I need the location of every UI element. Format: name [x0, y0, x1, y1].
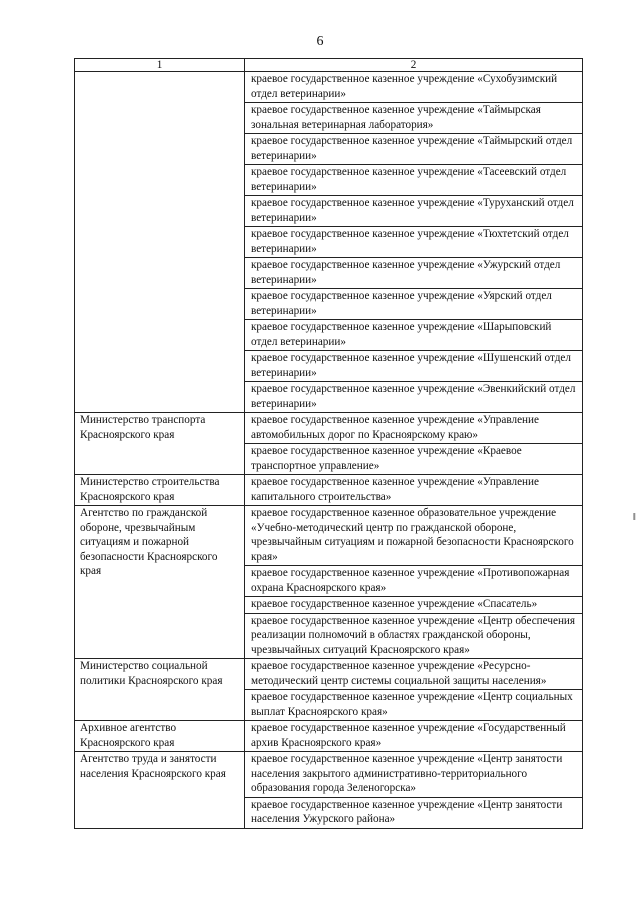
institution-cell: краевое государственное казенное учреждение «Центр социальных выплат Красноярского края»: [245, 690, 583, 721]
institution-cell: краевое государственное казенное учреждение «Центр обеспечения реализации полномочий в областях гражданской обороны, чрезвычайных ситуаций Красноярского края»: [245, 613, 583, 659]
table-row: [75, 413, 583, 444]
institution-cell: краевое государственное казенное учреждение «Краевое транспортное управление»: [245, 444, 583, 475]
institution-cell: краевое государственное казенное учреждение «Таймырская зональная ветеринарная лаборатория»: [245, 103, 583, 134]
agency-cell: Агентство труда и занятости населения Красноярского края: [75, 752, 245, 829]
table-row: [75, 72, 583, 103]
table-row: [75, 752, 583, 798]
column-header: 1: [75, 59, 245, 72]
institution-cell: краевое государственное казенное учреждение «Ресурсно-методический центр системы социальной защиты населения»: [245, 659, 583, 690]
agency-cell: [75, 72, 245, 413]
table-row: [75, 506, 583, 566]
column-header: 2: [245, 59, 583, 72]
institution-cell: краевое государственное казенное учреждение «Государственный архив Красноярского края»: [245, 721, 583, 752]
agency-cell: Министерство социальной политики Красноярского края: [75, 659, 245, 721]
institution-cell: краевое государственное казенное учреждение «Управление автомобильных дорог по Красноярскому краю»: [245, 413, 583, 444]
agency-cell: Агентство по гражданской обороне, чрезвычайным ситуациям и пожарной безопасности Красноярского края: [75, 506, 245, 659]
institution-cell: краевое государственное казенное учреждение «Ужурский отдел ветеринарии»: [245, 258, 583, 289]
institution-cell: краевое государственное казенное учреждение «Эвенкийский отдел ветеринарии»: [245, 382, 583, 413]
edge-mark: ǁ: [633, 512, 636, 523]
agency-cell: Архивное агентство Красноярского края: [75, 721, 245, 752]
table-header-row: [75, 59, 583, 72]
institution-cell: краевое государственное казенное учреждение «Центр занятости населения закрытого административно-территориального образования города Зеленогорска»: [245, 752, 583, 798]
institution-cell: краевое государственное казенное образовательное учреждение «Учебно-методический центр по гражданской обороне, чрезвычайным ситуациям и пожарной безопасности Красноярского края»: [245, 506, 583, 566]
page-number: 6: [316, 34, 324, 49]
institution-cell: краевое государственное казенное учреждение «Шушенский отдел ветеринарии»: [245, 351, 583, 382]
table-row: [75, 475, 583, 506]
institution-cell: краевое государственное казенное учреждение «Управление капитального строительства»: [245, 475, 583, 506]
institution-cell: краевое государственное казенное учреждение «Сухобузимский отдел ветеринарии»: [245, 72, 583, 103]
table-row: [75, 721, 583, 752]
institution-cell: краевое государственное казенное учреждение «Противопожарная охрана Красноярского края»: [245, 566, 583, 597]
institution-cell: краевое государственное казенное учреждение «Тасеевский отдел ветеринарии»: [245, 165, 583, 196]
institution-cell: краевое государственное казенное учреждение «Таймырский отдел ветеринарии»: [245, 134, 583, 165]
institutions-table: [74, 58, 583, 829]
institution-cell: краевое государственное казенное учреждение «Тюхтетский отдел ветеринарии»: [245, 227, 583, 258]
institution-cell: краевое государственное казенное учреждение «Шарыповский отдел ветеринарии»: [245, 320, 583, 351]
institution-cell: краевое государственное казенное учреждение «Спасатель»: [245, 597, 583, 614]
institution-cell: краевое государственное казенное учреждение «Туруханский отдел ветеринарии»: [245, 196, 583, 227]
table-row: [75, 659, 583, 690]
institution-cell: краевое государственное казенное учреждение «Уярский отдел ветеринарии»: [245, 289, 583, 320]
agency-cell: Министерство строительства Красноярского края: [75, 475, 245, 506]
institution-cell: краевое государственное казенное учреждение «Центр занятости населения Ужурского района»: [245, 797, 583, 828]
agency-cell: Министерство транспорта Красноярского края: [75, 413, 245, 475]
